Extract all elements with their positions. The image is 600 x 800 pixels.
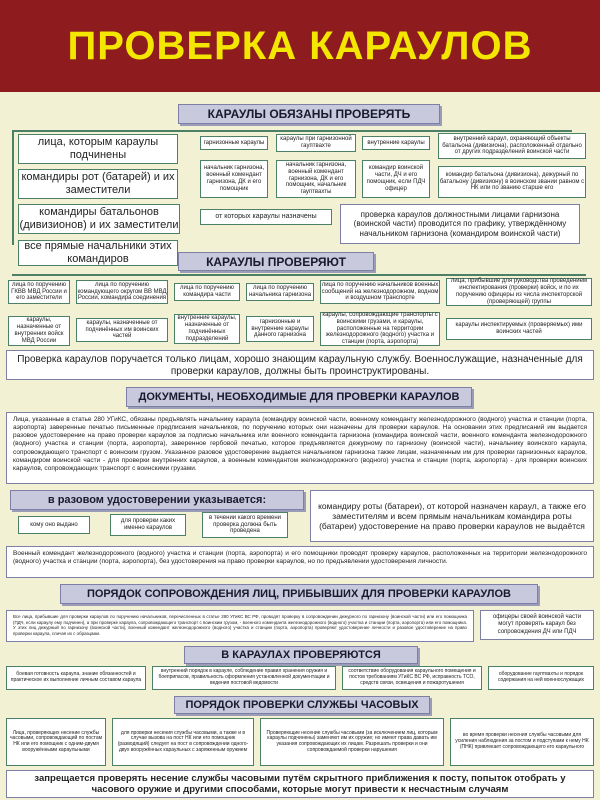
left-item-1: лица, которым караулы подчинены [18, 134, 178, 164]
s1-mid-2: начальник гарнизона, военный комендант гарнизона, ДК и его помощник, начальник гауптвахты [276, 160, 356, 198]
section-header-must-check: КАРАУЛЫ ОБЯЗАНЫ ПРОВЕРЯТЬ [178, 104, 440, 124]
connector [12, 130, 572, 132]
instruction-paragraph: Проверка караулов поручается только лицам, хорошо знающим караульную службу. Военнослужащие, назначенные для проверки караулов, должны быть проинструктированы. [6, 350, 594, 380]
sentry-item-2: для проверки несения службы часовыми, а также и в случае вызова на пост НК или его помощник (разводящий) следует на пост в сопровождении одного-двух вооружённых караульных с заряженным оружием [112, 718, 254, 766]
s2-top-2: лица по поручению командующего округом ВВ МВД России, командира соединения [76, 280, 168, 304]
s2-bottom-2: караулы, назначенные от подчинённых им воинских частей [76, 318, 168, 342]
s1-top-2: караулы при гарнизонной гауптвахте [276, 134, 356, 152]
cert-item-2: для проверки каких именно караулов [110, 514, 186, 536]
prohibition-footer: запрещается проверять несение службы часовыми путём скрытного приближения к посту, попыток отобрать у часового оружие и другими способами, которые могут привести к несчастным случаям [6, 770, 594, 798]
s2-bottom-3: внутренние караулы, назначенные от подчинённых подразделений [174, 314, 240, 344]
escort-text: Все лица, прибывшие для проверки караулов по поручению начальников, перечисленных в статье 280 УГиКС ВС РФ, проводят проверку в сопровождении дежурного по гарнизону (воинской части) или его помощника (ПДЧ, если караулу ему подчинен), а при проверке караула, сопровождающего транспорт с воинским грузом, - военного коменданта железнодорожного (водного) участка и станции (порта, аэропорта) или его помощника. У этих лиц дежурный по гарнизону (воинской части), военный комендант железнодорожного (водного) участка и станции (порта, аэропорта) проверяют удостоверение личности и разовое удостоверение на право проверки караула, сличая их с образцами. [6, 610, 474, 642]
section-header-escort: ПОРЯДОК СОПРОВОЖДЕНИЯ ЛИЦ, ПРИБЫВШИХ ДЛЯ ПРОВЕРКИ КАРАУЛОВ [60, 584, 538, 604]
escort-note: офицеры своей воинской части могут проверять караул без сопровождения ДЧ или ПДЧ [480, 610, 594, 640]
sentry-item-1: Лица, проверяющих несение службы часовыми, сопровождающий по постам НК или его помощник с одним-двумя вооружёнными караульными [6, 718, 106, 766]
s1-top-3: внутренние караулы [362, 136, 430, 150]
section-header-checked: В КАРАУЛАХ ПРОВЕРЯЮТСЯ [184, 646, 418, 664]
schedule-note: проверка караулов должностными лицами гарнизона (воинской части) проводится по графику, утверждённому начальником гарнизона (командиром воинской части) [340, 204, 580, 244]
page-title: ПРОВЕРКА КАРАУЛОВ [67, 23, 533, 68]
left-item-4: все прямые начальники этих командиров [18, 240, 178, 266]
s2-top-5: лица по поручению начальников военных сообщений на железнодорожном, водном и воздушном транспорте [320, 280, 440, 304]
s2-top-6: лица, прибывшие для руководства проведением инспектирования (проверки) войск, и по их поручению офицеры из числа инспекторской (проверяющей) группы [446, 278, 592, 306]
connector [12, 274, 586, 276]
s2-bottom-5: караулы, сопровождающие транспорты с воинскими грузами, и караулы, расположенные на территории железнодорожного (водного) участка и станции (порта, аэропорта) [320, 312, 440, 346]
s1-mid-1: начальник гарнизона, военный комендант гарнизона, ДК и его помощник [200, 160, 268, 198]
s1-top-4: внутренний караул, охраняющий объекты батальона (дивизиона), расположенный отдельно от других подразделений воинской части [438, 133, 586, 159]
documents-text: Лица, указанные в статье 280 УГиКС, обязаны предъявлять начальнику караула (командиру воинской части, военному коменданту железнодорожного (водного) участка и станции (порта, аэропорта) заверенные печатью письменные предписания начальников, по поручению которых они назначены для проверки караулов. На основании этих предписаний им выдается разовое удостоверение на право проверки караулов за подписью начальника или военного коменданта гарнизона (командира воинской части, военного коменданта железнодорожного (водного) участка и станции (порта, аэропорта), заверенное гербовой печатью, которое предъявляется дежурному по гарнизону (воинской части), начальнику воинского караула, сопровождающего транспорт с воинским грузом. Указанное разовое удостоверение выдается начальником гарнизона также лицам, назначенным им для проверки гарнизонных караулов, командиром воинской части - для проверки внутренних караулов, а военным комендантом железнодорожного (водного) участка и станции (порта, аэропорта) - для проверки воинских караулов, сопровождающих транспорт с воинскими грузами. [6, 412, 594, 484]
s2-top-3: лица по поручению командира части [174, 283, 240, 301]
s2-top-1: лица по поручению ГКВВ МВД России и его заместители [8, 280, 70, 304]
checked-item-2: внутренний порядок в карауле, соблюдение правил хранения оружия и боеприпасов, правильность оформления установленной документации и ведения постовой ведомости [152, 666, 336, 690]
cert-not-issued-note: командиру роты (батареи), от которой назначен караул, а также его заместителям и всем прямым начальникам командира роты (батареи) удостоверение на право проверки караулов не выдаётся [310, 490, 594, 542]
section-header-certificate: в разовом удостоверении указывается: [10, 490, 304, 510]
checked-item-1: боевая готовность караула, знание обязанностей и практическое их выполнение личным составом караула [6, 666, 146, 690]
s2-top-4: лица по поручению начальника гарнизона [246, 283, 314, 301]
s2-bottom-1: караулы, назначенные от внутренних войск МВД России [8, 316, 70, 346]
cert-item-1: кому оно выдано [18, 516, 90, 534]
s1-mid-4: командир батальона (дивизиона), дежурный по батальону (дивизиону) в воинском звании равном с НК или по званию старше его [438, 166, 586, 198]
section-header-documents: ДОКУМЕНТЫ, НЕОБХОДИМЫЕ ДЛЯ ПРОВЕРКИ КАРАУЛОВ [126, 387, 472, 407]
s2-bottom-6: караулы инспектируемых (проверяемых) ими воинских частей [446, 318, 592, 340]
sentry-item-3: Проверяющие несение службы часовыми (за исключением лиц, которым караулы подчинены) заменяют им их оружие; но имеют права давать им указания сопровождающих их лицам. Разрешать проверки и они сопровождаемой проверки нарушения [260, 718, 444, 766]
commandant-paragraph: Военный комендант железнодорожного (водного) участка и станции (порта, аэропорта) и его помощники проводят проверку караулов, расположенных на территории железнодорожного (водного) участка и станции (порта, аэропорта), без удостоверения на право проверки караулов, но по предъявлении удостоверения личности. [6, 546, 594, 578]
checked-item-3: соответствие оборудования караульного помещения и постов требованиям УГиКС ВС РФ, исправность ТСО, средств связи, освещения и пожаротушения [342, 666, 482, 690]
appointed-box: от которых караулы назначены [200, 209, 332, 225]
sentry-item-4: во время проверки несения службы часовыми для усиления наблюдения за постом и подступами к нему НК (ПНК) привлекает сопровождающего его караульного [450, 718, 594, 766]
connector [12, 130, 14, 245]
section-header-inspect: КАРАУЛЫ ПРОВЕРЯЮТ [178, 252, 374, 271]
s1-top-1: гарнизонные караулы [200, 136, 268, 150]
cert-item-3: в течении какого времени проверка должна быть проведена [202, 512, 288, 538]
section-header-sentries: ПОРЯДОК ПРОВЕРКИ СЛУЖБЫ ЧАСОВЫХ [174, 696, 430, 714]
s1-mid-3: командир воинской части, ДЧ и его помощник, если ПДЧ офицер [362, 160, 430, 198]
left-item-2: командиры рот (батарей) и их заместители [18, 169, 178, 199]
checked-item-4: оборудование гауптвахты и порядок содержания на ней военнослужащих [488, 666, 594, 690]
left-item-3: командиры батальонов (дивизионов) и их заместители [18, 204, 180, 234]
s2-bottom-4: гарнизонные и внутренние караулы данного гарнизона [246, 316, 314, 342]
